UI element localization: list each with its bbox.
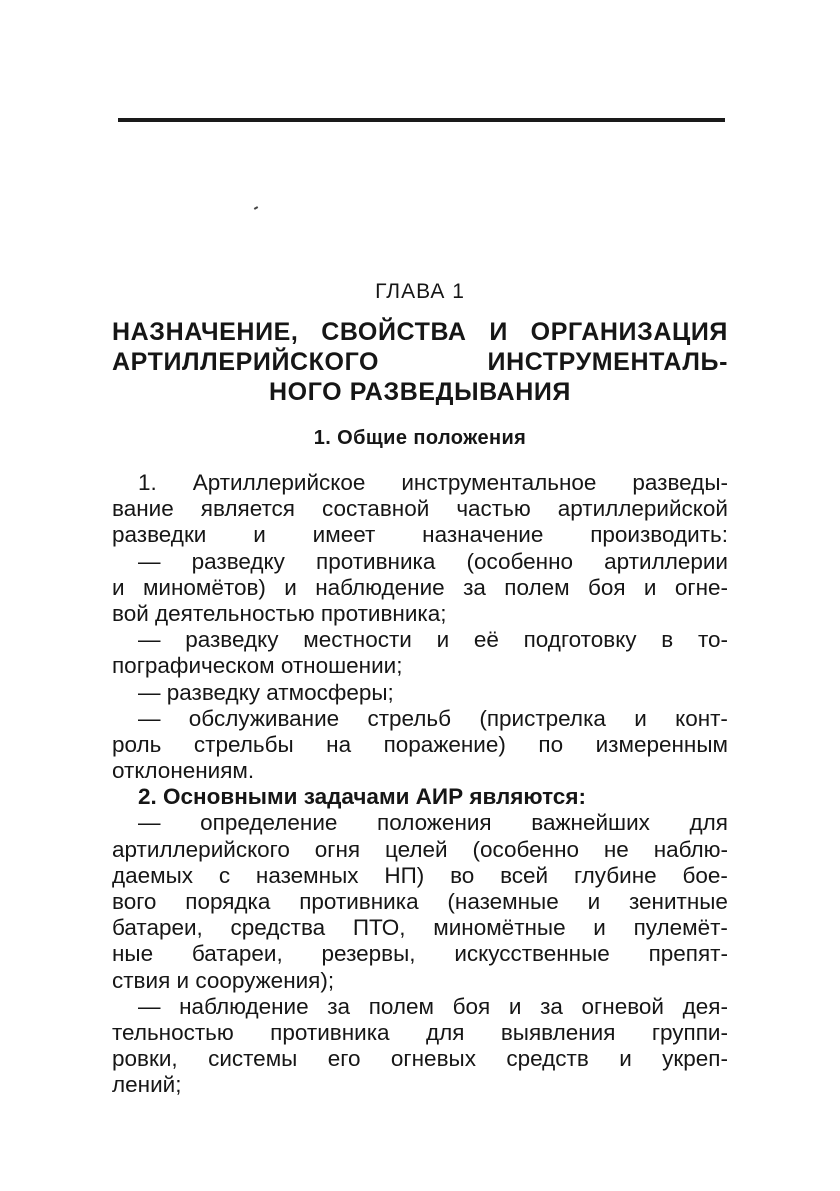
word: ПТО,: [352, 915, 406, 941]
word: по: [538, 731, 564, 757]
print-speck: [254, 206, 258, 210]
word: огневой: [581, 993, 664, 1019]
word: всей: [500, 862, 549, 888]
word: и: [436, 627, 450, 653]
text-line: [112, 732, 728, 758]
word: огня: [314, 836, 361, 862]
word: огневых: [390, 1046, 476, 1072]
word: миномётов): [142, 574, 266, 600]
text-line: лений;: [112, 1072, 182, 1098]
text-line: [112, 706, 728, 732]
text-line: вой деятельностью противника;: [112, 600, 447, 626]
word: имеет: [312, 522, 376, 548]
word: и: [593, 915, 606, 941]
word: И: [489, 318, 508, 346]
word: конт-: [675, 705, 728, 731]
word: тельностью: [112, 1019, 234, 1045]
word: измеренным: [595, 731, 728, 757]
word: для: [689, 810, 728, 836]
word: для: [425, 1019, 465, 1045]
word: важнейших: [531, 810, 650, 836]
word: боя: [587, 574, 626, 600]
word: не: [603, 836, 629, 862]
word: средства: [230, 915, 326, 941]
word: НАЗНАЧЕНИЕ,: [112, 318, 299, 346]
word: и: [284, 574, 297, 600]
word: миномётные: [433, 915, 566, 941]
word: НП): [384, 862, 425, 888]
text-line: [112, 549, 728, 575]
word: разведку: [191, 548, 285, 574]
word: наблюдение: [179, 993, 309, 1019]
word: огне-: [674, 574, 728, 600]
word: препят-: [648, 941, 728, 967]
text-line: [112, 575, 728, 601]
word: противника: [316, 548, 436, 574]
word: артиллерийского: [112, 836, 290, 862]
word: артиллерии: [604, 548, 728, 574]
word: разведку: [185, 627, 279, 653]
chapter-title-line: [112, 317, 728, 347]
word: его: [327, 1046, 361, 1072]
text-line: [112, 1046, 728, 1072]
word: и: [587, 889, 601, 914]
word: СВОЙСТВА: [321, 318, 467, 346]
word: (особенно: [472, 836, 580, 862]
text-line: [112, 837, 728, 863]
word: производить:: [590, 522, 728, 548]
word: батареи,: [191, 941, 283, 967]
word: (пристрелка: [479, 705, 606, 731]
word: вого: [112, 889, 157, 914]
word: зенитные: [628, 889, 728, 914]
word: группи-: [651, 1019, 728, 1045]
word: (наземные: [447, 889, 559, 914]
word: стрельбы: [193, 731, 294, 757]
word: разведки: [112, 522, 207, 548]
word: противника: [270, 1019, 390, 1045]
word: ровки,: [112, 1046, 178, 1072]
word: стрельб: [367, 705, 452, 731]
word: —: [138, 548, 161, 574]
word: является: [200, 496, 295, 522]
word: обслуживание: [188, 705, 340, 731]
word: глубине: [573, 862, 657, 888]
word: ные: [112, 941, 154, 967]
word: средств: [506, 1046, 589, 1072]
word: и: [508, 993, 522, 1019]
word: местности: [303, 627, 412, 653]
word: роль: [112, 731, 162, 757]
text-line: [112, 627, 728, 653]
word: системы: [208, 1046, 298, 1072]
word: её: [473, 627, 499, 653]
word: целей: [384, 836, 448, 862]
body-text: [112, 470, 728, 1099]
word: на: [326, 731, 352, 757]
text-line: [112, 889, 728, 915]
word: —: [138, 810, 161, 836]
word: ОРГАНИЗАЦИЯ: [530, 318, 728, 346]
word: порядка: [185, 889, 271, 914]
text-line: [112, 994, 728, 1020]
text-line: [112, 496, 728, 522]
chapter-title-line: НОГО РАЗВЕДЫВАНИЯ: [269, 378, 571, 406]
text-line: [112, 915, 728, 941]
word: определение: [200, 810, 338, 836]
word: АРТИЛЛЕРИЙСКОГО: [112, 348, 380, 376]
word: вание: [112, 496, 174, 522]
text-line: отклонениям.: [112, 758, 255, 784]
word: полем: [368, 993, 435, 1019]
word: Артиллерийское: [192, 470, 366, 495]
word: дея-: [682, 993, 728, 1019]
word: с: [218, 862, 231, 888]
word: в: [661, 627, 674, 653]
section-title: 1. Общие положения: [313, 427, 527, 449]
text-line: пографическом отношении;: [112, 653, 403, 679]
word: частью: [456, 496, 531, 522]
word: то-: [697, 627, 728, 653]
word: выявления: [500, 1019, 616, 1045]
word: полем: [504, 574, 570, 600]
word: пулемёт-: [633, 915, 728, 941]
word: и: [253, 522, 266, 548]
text-line: [112, 863, 728, 889]
word: наблю-: [653, 836, 728, 862]
text-line: ствия и сооружения);: [112, 967, 335, 993]
word: боя: [452, 993, 491, 1019]
word: —: [138, 705, 161, 731]
word: наземных: [255, 862, 359, 888]
word: батареи,: [112, 915, 203, 941]
word: и: [634, 705, 647, 731]
word: и: [643, 574, 657, 600]
header-rule: [118, 118, 725, 122]
word: —: [138, 993, 161, 1019]
word: составной: [321, 496, 430, 522]
word: резервы,: [321, 941, 416, 967]
word: наблюдение: [315, 574, 445, 600]
text-line: [112, 470, 728, 496]
word: бое-: [682, 862, 728, 888]
word: 1.: [138, 470, 157, 495]
text-line: [112, 1020, 728, 1046]
word: укреп-: [662, 1046, 728, 1072]
word: за: [327, 993, 351, 1019]
word: и: [619, 1046, 632, 1072]
word: —: [138, 627, 161, 653]
text-line: [112, 810, 728, 836]
word: разведы-: [632, 470, 728, 495]
word: инструментальное: [401, 470, 597, 495]
word: назначение: [422, 522, 544, 548]
word: за: [540, 993, 563, 1019]
text-line: [112, 941, 728, 967]
chapter-title-line: [112, 347, 728, 377]
word: ИНСТРУМЕНТАЛЬ-: [487, 348, 728, 376]
chapter-title: [112, 317, 728, 407]
text-line: — разведку атмосферы;: [138, 679, 394, 705]
word: подготовку: [523, 627, 637, 653]
word: за: [463, 574, 486, 600]
text-line: 2. Основными задачами АИР являются:: [138, 784, 586, 810]
word: положения: [377, 810, 492, 836]
word: во: [450, 862, 475, 888]
chapter-label: ГЛАВА 1: [375, 280, 465, 303]
word: поражение): [383, 731, 506, 757]
text-line: [112, 522, 728, 548]
word: (особенно: [466, 548, 574, 574]
word: артиллерийской: [557, 496, 728, 522]
word: и: [112, 574, 125, 600]
word: противника: [299, 889, 419, 914]
word: даемых: [112, 862, 194, 888]
word: искусственные: [454, 941, 610, 967]
